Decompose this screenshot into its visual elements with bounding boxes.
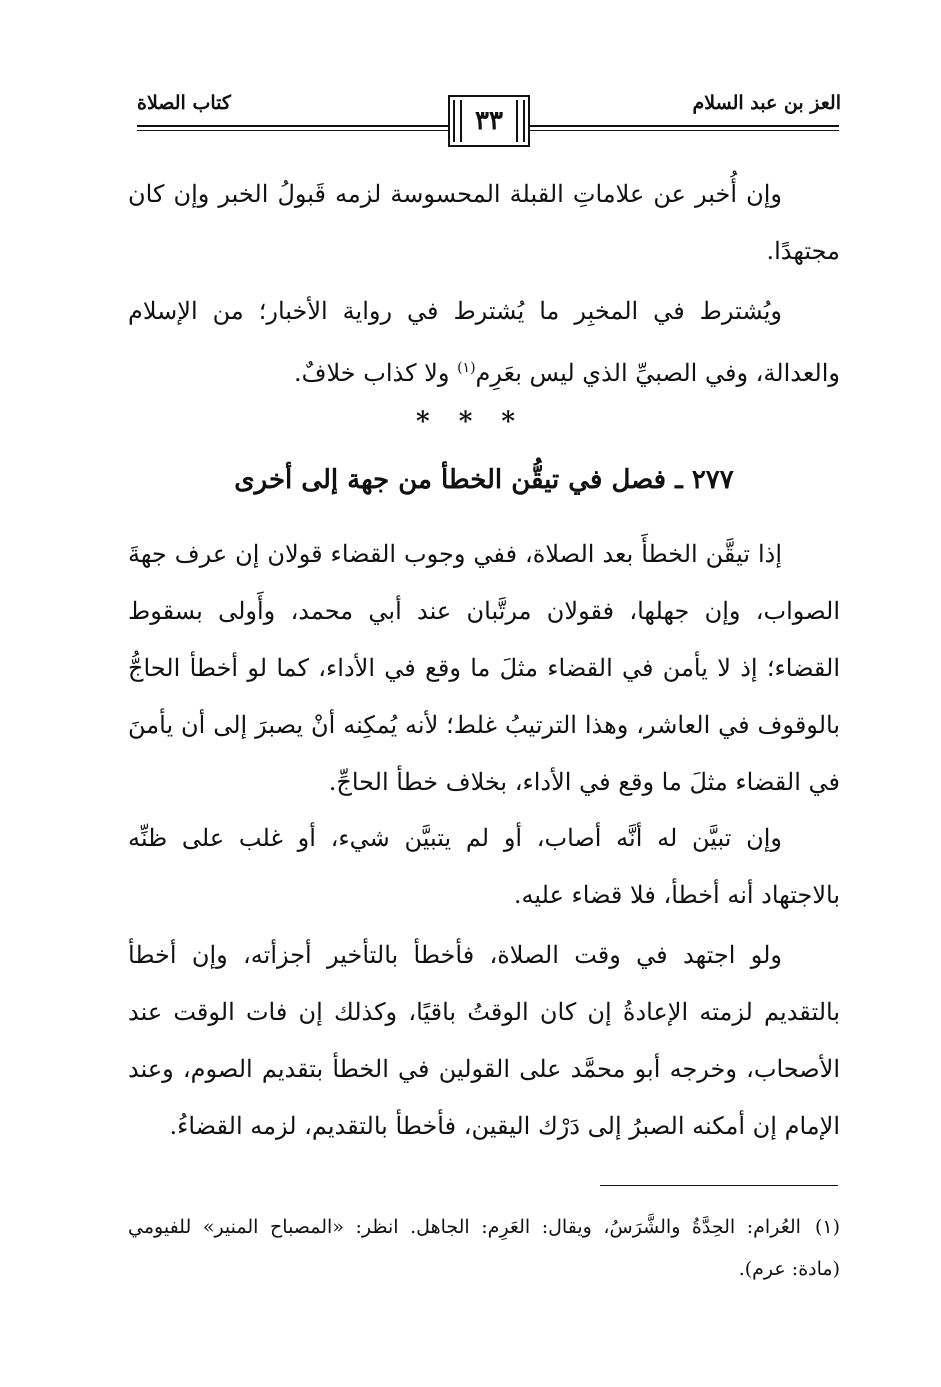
page-number: ٣٣ [475, 106, 503, 136]
header-author: العز بن عبد السلام [692, 92, 841, 114]
paragraph-text-main: ويُشترط في المخبِر ما يُشترط في رواية الأخبار؛ من الإسلام والعدالة، وفي الصبيِّ الذي ليس بعَرِم [128, 297, 840, 387]
footnote-marker: (١) [457, 360, 476, 376]
paragraph-1 [128, 166, 840, 280]
section-separator: * * * [416, 407, 525, 437]
footnote [128, 1206, 840, 1290]
paragraph-text: ولو اجتهد في وقت الصلاة، فأخطأ بالتأخير أجزأته، وإن أخطأ بالتقديم لزمته الإعادةُ إن كان الوقتُ باقيًا، وكذلك إن فات الوقت عند الأصحاب، وخرجه أبو محمَّد على القولين في الخطأ بتقديم الصوم، وعند الإمام إن أمكنه الصبرُ إلى دَرْك اليقين، فأخطأ بالتقديم، لزمه القضاءُ. [128, 941, 840, 1140]
paragraph-text [128, 283, 840, 402]
paragraph-2 [128, 283, 840, 402]
footnote-number: (١) [814, 1216, 840, 1238]
paragraph-text: وإن تبيَّن له أنَّه أصاب، أو لم يتبيَّن شيء، أو غلب على ظنِّه بالاجتهاد أنه أخطأ، فلا قضاء عليه. [128, 824, 840, 909]
paragraph-5 [128, 927, 840, 1155]
footnote-rule [600, 1185, 838, 1186]
paragraph-3 [128, 526, 840, 811]
paragraph-text-tail: ولا كذاب خلافٌ. [293, 359, 458, 387]
paragraph-text: وإن أُخبر عن علاماتِ القبلة المحسوسة لزمه قَبولُ الخبر وإن كان مجتهدًا. [128, 180, 840, 265]
page-number-box [448, 95, 530, 147]
footnote-text: العُرام: الحِدَّةُ والشَّرَسُ، ويقال: العَرِم: الجاهل. انظر: «المصباح المنير» للفيومي (مادة: عرم). [128, 1216, 840, 1280]
paragraph-text: إذا تيقَّن الخطأَ بعد الصلاة، ففي وجوب القضاء قولان إن عرف جهةَ الصواب، وإن جهلها، فقولان مرتَّبان عند أبي محمد، وأَولى بسقوط القضاء؛ إذ لا يأمن في القضاء مثلَ ما وقع في الأداء، كما لو أخطأ الحاجُّ بالوقوف في العاشر، وهذا الترتيبُ غلط؛ لأنه يُمكِنه أنْ يصبرَ إلى أن يأمنَ في القضاء مثلَ ما وقع في الأداء، بخلاف خطأ الحاجِّ. [128, 540, 840, 796]
paragraph-4 [128, 810, 840, 924]
section-heading: ٢٧٧ ـ فصل في تيقُّن الخطأ من جهة إلى أخرى [234, 465, 734, 495]
header-chapter-title: كتاب الصلاة [137, 92, 231, 114]
